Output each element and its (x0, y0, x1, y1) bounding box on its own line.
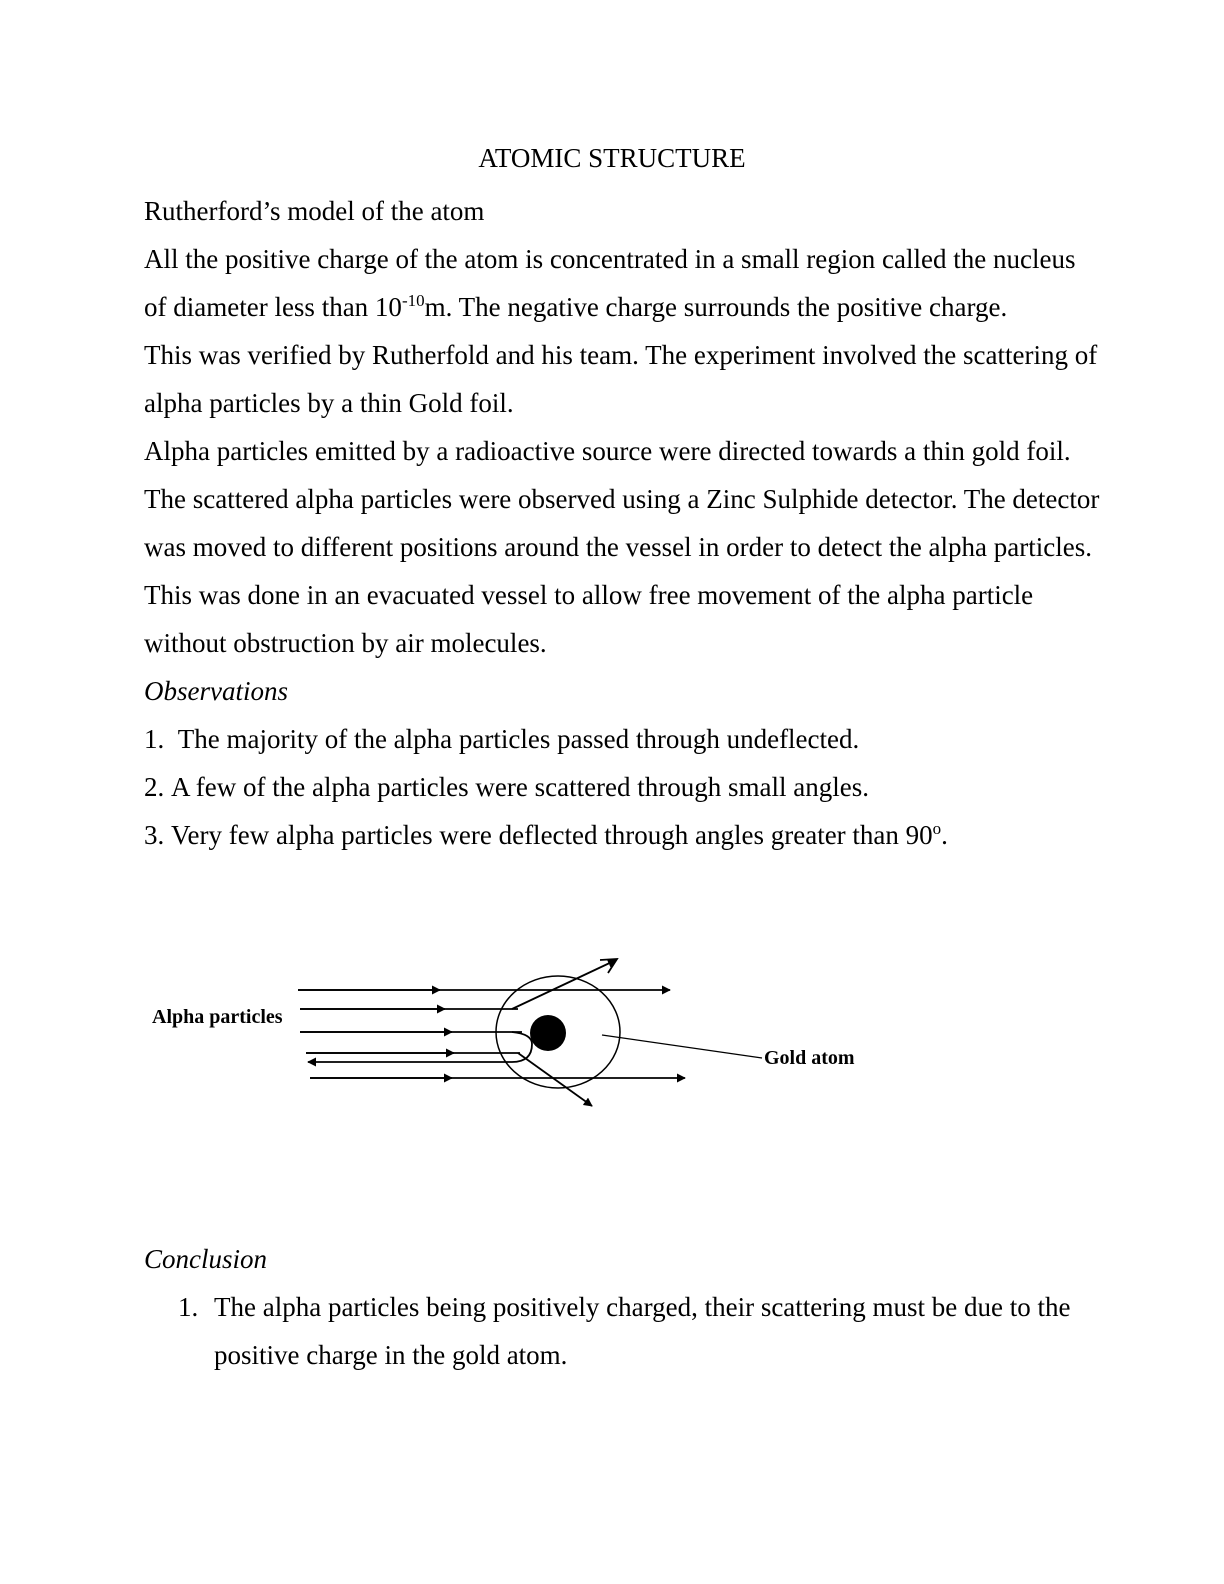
conclusion-text: The alpha particles being positively charged, their scattering must be due to the positive charge in the gold atom. (214, 1292, 1071, 1370)
paragraph-nucleus (144, 235, 1104, 331)
gold-atom-pointer (602, 1035, 762, 1058)
paragraph-nucleus-text-b: m. The negative charge surrounds the positive charge. (424, 292, 1008, 322)
observation-item (144, 715, 1104, 763)
paragraph-experiment: Alpha particles emitted by a radioactive source were directed towards a thin gold foil. The scattered alpha particles were observed using a Zinc Sulphide detector. The detector was moved to different positions around the vessel in order to detect the alpha particles. This was done in an evacuated vessel to allow free movement of the alpha particle without obstruction by air molecules. (144, 436, 1100, 658)
observation-number: 1. (144, 724, 178, 754)
observations-heading: Observations (144, 676, 288, 706)
alpha-path-2-deflected (512, 960, 616, 1009)
observation-text-end: . (941, 820, 948, 850)
paragraph-verification: This was verified by Rutherfold and his team. The experiment involved the scattering of alpha particles by a thin Gold foil. (144, 340, 1098, 418)
observation-number: 3. (144, 820, 171, 850)
observation-item (144, 763, 1104, 811)
alpha-path-4-scattered (518, 1053, 592, 1106)
conclusion-item (178, 1283, 1078, 1379)
page-title: ATOMIC STRUCTURE (478, 143, 746, 173)
paragraph-nucleus-text-a: All the positive charge of the atom is concentrated in a small region called the nucleus of diameter less than 10 (144, 244, 1076, 322)
observation-text (171, 811, 948, 859)
observation-item (144, 811, 1104, 859)
observation-text-main: Very few alpha particles were deflected through angles greater than 90 (171, 820, 933, 850)
exponent: -10 (401, 291, 425, 310)
degree-symbol: o (932, 819, 942, 838)
conclusion-list (178, 1283, 1078, 1379)
scattering-diagram-svg (140, 940, 880, 1120)
gold-nucleus (530, 1015, 566, 1051)
alpha-particles-label: Alpha particles (152, 1006, 283, 1028)
observation-number: 2. (144, 772, 171, 802)
gold-atom-label: Gold atom (764, 1047, 855, 1069)
observation-text: A few of the alpha particles were scattered through small angles. (171, 772, 869, 802)
conclusion-heading: Conclusion (144, 1244, 268, 1274)
scattering-diagram (140, 940, 880, 1120)
section-subtitle: Rutherford’s model of the atom (144, 196, 485, 226)
observation-text: The majority of the alpha particles passed through undeflected. (177, 724, 860, 754)
conclusion-number: 1. (178, 1292, 199, 1322)
body-text (144, 187, 1104, 859)
